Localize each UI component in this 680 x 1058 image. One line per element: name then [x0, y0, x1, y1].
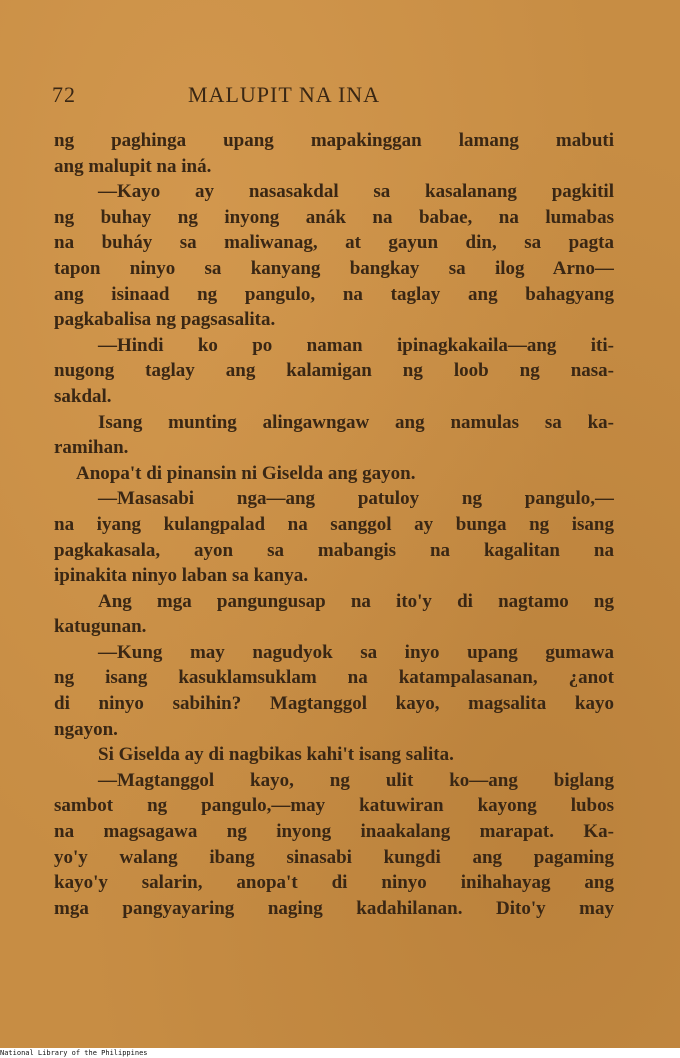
- text-line: katugunan.: [54, 616, 147, 638]
- text-line: ang malupit na iná.: [54, 155, 212, 177]
- text-line: na magsagawa ng inyong inaakalang marapat. Ka-: [54, 821, 614, 843]
- text-line: di ninyo sabihin? Magtanggol kayo, magsalita kayo: [54, 693, 614, 715]
- text-line: ngayon.: [54, 718, 118, 740]
- page-number: 72: [52, 82, 76, 107]
- text-line: ang isinaad ng pangulo, na taglay ang bahagyang: [54, 283, 614, 305]
- text-line: ipinakita ninyo laban sa kanya.: [54, 565, 308, 587]
- text-line: mga pangyayaring naging kadahilanan. Dito'y may: [54, 897, 614, 919]
- text-line: —Kung may nagudyok sa inyo upang gumawa: [98, 641, 614, 663]
- running-title: MALUPIT NA INA: [188, 82, 381, 107]
- text-line: yo'y walang ibang sinasabi kungdi ang pagaming: [54, 846, 614, 868]
- text-line: ramihan.: [54, 437, 129, 459]
- text-line: —Magtanggol kayo, ng ulit ko—ang biglang: [98, 769, 614, 791]
- text-line: sakdal.: [54, 385, 112, 407]
- library-attribution: National Library of the Philippines: [0, 1049, 680, 1058]
- text-line: kayo'y salarin, anopa't di ninyo inihahayag ang: [54, 872, 614, 894]
- text-line: pagkabalisa ng pagsasalita.: [54, 309, 276, 331]
- text-line: nugong taglay ang kalamigan ng loob ng nasa-: [54, 360, 614, 382]
- text-line: ng buhay ng inyong anák na babae, na lumabas: [54, 206, 614, 228]
- text-line: pagkakasala, ayon sa mabangis na kagalitan na: [54, 539, 614, 561]
- text-line: —Kayo ay nasasakdal sa kasalanang pagkitil: [98, 181, 614, 203]
- text-line: Isang munting alingawngaw ang namulas sa ka-: [98, 411, 614, 433]
- text-line: na buháy sa maliwanag, at gayun din, sa pagta: [54, 232, 614, 254]
- text-line: Anopa't di pinansin ni Giselda ang gayon.: [76, 462, 416, 484]
- text-line: ng isang kasuklamsuklam na katampalasanan, ¿anot: [54, 667, 614, 689]
- text-line: sambot ng pangulo,—may katuwiran kayong lubos: [54, 795, 614, 817]
- text-line: —Masasabi nga—ang patuloy ng pangulo,—: [98, 488, 614, 510]
- text-line: ng paghinga upang mapakinggan lamang mabuti: [54, 130, 614, 151]
- text-line: —Hindi ko po naman ipinagkakaila—ang iti-: [98, 334, 614, 356]
- body-text: [54, 128, 614, 921]
- text-line: Ang mga pangungusap na ito'y di nagtamo ng: [98, 590, 614, 612]
- page-header: [52, 82, 628, 112]
- text-line: tapon ninyo sa kanyang bangkay sa ilog Arno—: [54, 257, 614, 279]
- text-line: Si Giselda ay di nagbikas kahi't isang salita.: [98, 744, 454, 766]
- text-line: na iyang kulangpalad na sanggol ay bunga ng isang: [54, 513, 614, 535]
